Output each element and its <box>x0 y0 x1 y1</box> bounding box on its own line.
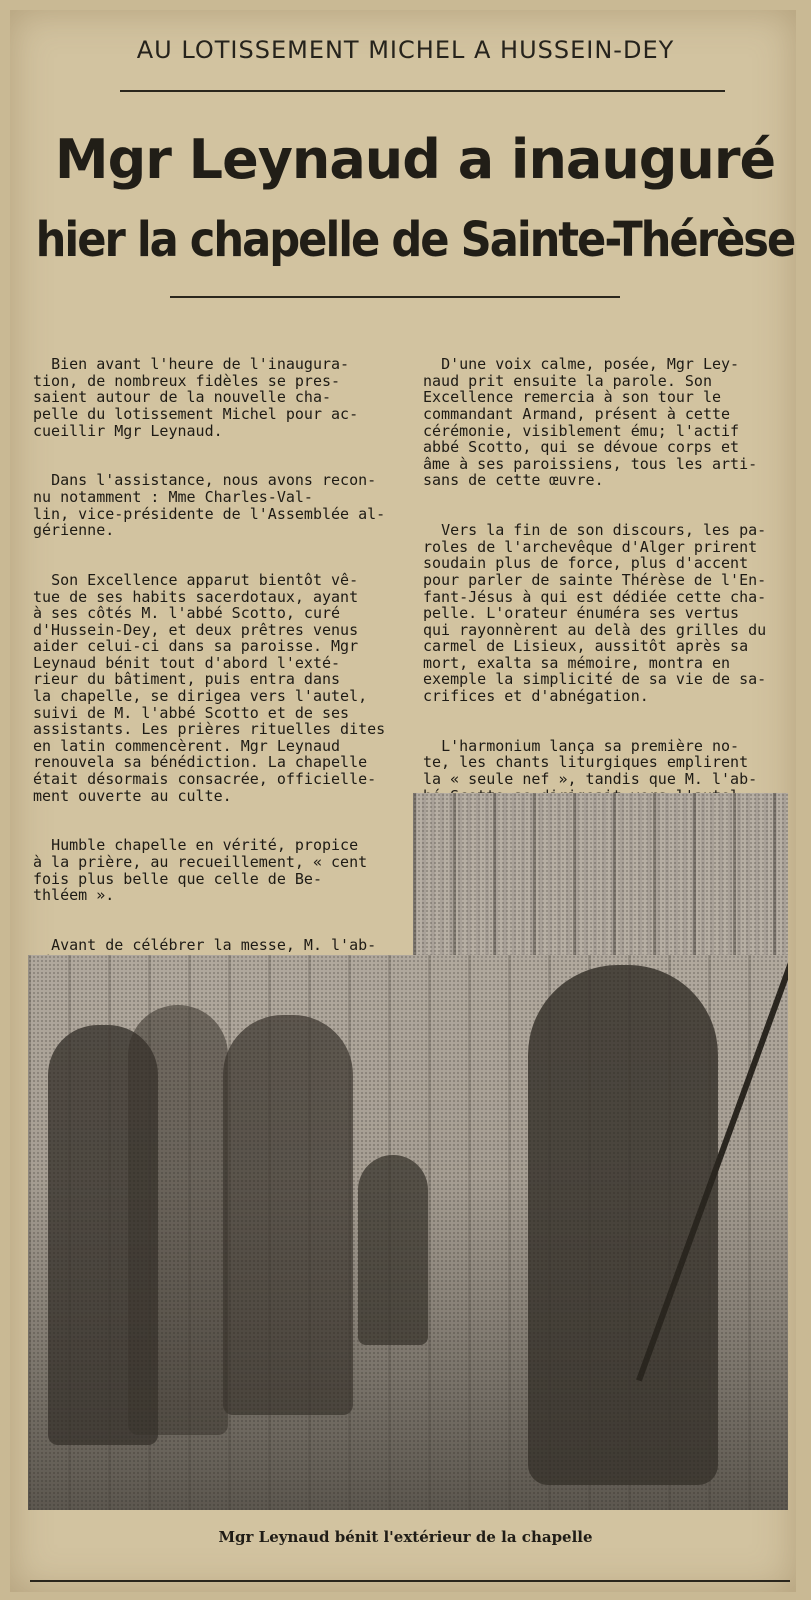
paragraph: Avant de célébrer la messe, M. l'ab- <box>51 935 377 954</box>
kicker: AU LOTISSEMENT MICHEL A HUSSEIN-DEY <box>136 36 675 64</box>
paragraph-text: L'harmonium lança sa première no- te, les chants liturgiques emplirent la « seule nef », tandis que M. l'ab- <box>423 736 758 789</box>
headline-line-2: hier la chapelle de Sainte-Thérèse <box>35 212 795 268</box>
paragraph: D'une voix calme, posée, Mgr Ley- naud prit ensuite la parole. Son Excellence remercia à son tour le commandant Armand, présent à cette cérémonie, visiblement ému; l'actif abbé Scotto, qui se dévoue corps et âme à ses paroissiens, tous les arti- sans de cette œuvre. <box>423 355 758 490</box>
bottom-rule <box>30 1580 790 1582</box>
kicker-rule <box>120 90 725 92</box>
photo-upper-section <box>413 793 788 955</box>
chapel-photo <box>28 955 788 1510</box>
photo-caption: Mgr Leynaud bénit l'extérieur de la chapelle <box>218 1528 593 1546</box>
right-column <box>423 323 795 854</box>
paragraph: Dans l'assistance, nous avons recon- nu notamment : Mme Charles-Val- lin, vice-présidente de l'Assemblée al- gérienne. <box>33 471 386 540</box>
paragraph: Humble chapelle en vérité, propice à la prière, au recueillement, « cent fois plus belle que celle de Be- thléem ». <box>33 836 368 905</box>
headline-rule <box>170 296 620 298</box>
paragraph: Son Excellence apparut bientôt vê- tue de ses habits sacerdotaux, ayant à ses côtés M. l'abbé Scotto, curé d'Hussein-Dey, et deux prêtres venus aider celui-ci dans sa paroisse. Mgr Leynaud bénit tout d'abord l'exté- rieur du bâtiment, puis entra dans la chapelle, se dirigea vers l'autel, suivi de M. l'abbé Scotto et de ses assistants. Les prières rituelles dites en latin commencèrent. Mgr Leynaud renouvela sa bénédiction. La chapelle était désormais consacrée, officielle- ment ouverte au culte. <box>33 570 386 805</box>
paragraph: Vers la fin de son discours, les pa- roles de l'archevêque d'Alger prirent soudain plus de force, plus d'accent pour parler de sainte Thérèse de l'En- fant-Jésus à qui est dédiée cette cha- pelle. L'orateur énuméra ses vertus qui rayonnèrent au delà des grilles du carmel de Lisieux, aussitôt après sa mort, exalta sa mémoire, montra en exemple la simplicité de sa vie de sa- crifices et d'abnégation. <box>423 521 767 706</box>
headline-line-1: Mgr Leynaud a inauguré <box>54 128 776 191</box>
paragraph: Bien avant l'heure de l'inaugura- tion, de nombreux fidèles se pres- saient autour de la nouvelle cha- pelle du lotissement Michel pour ac- cueillir Mgr Leynaud. <box>33 355 359 440</box>
